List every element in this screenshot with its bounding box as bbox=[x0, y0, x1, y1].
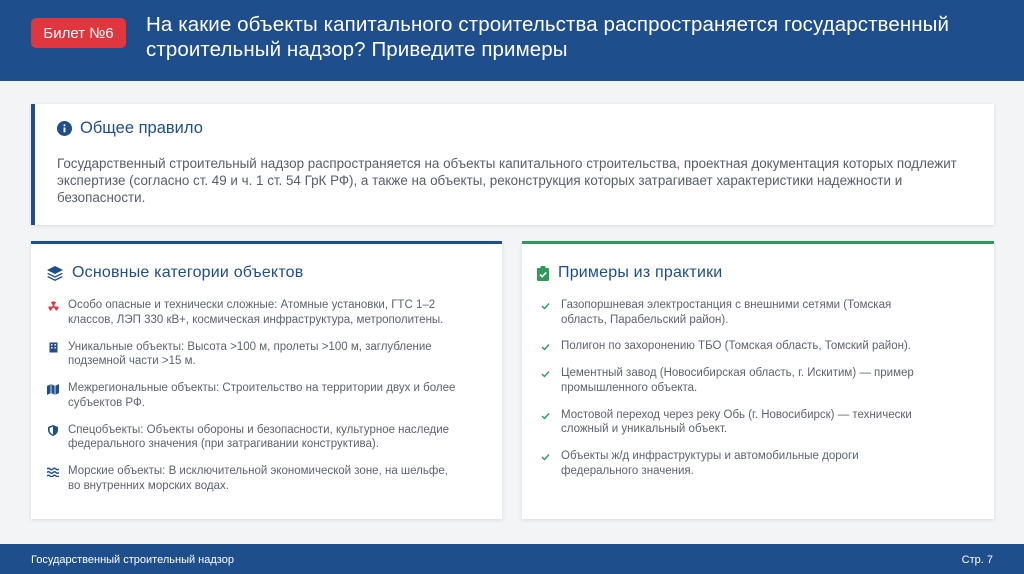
category-text: Уникальные объекты: Высота >100 м, пролеты >100 м, заглубление подземной части >15 м. bbox=[68, 340, 432, 368]
example-text: Полигон по захоронению ТБО (Томская область, Томский район). bbox=[561, 340, 911, 353]
category-text: Морские объекты: В исключительной экономической зоне, на шельфе, во внутренних морских водах. bbox=[68, 465, 448, 492]
list-item bbox=[47, 464, 457, 493]
example-text: Мостовой переход через реку Обь (г. Новосибирск) — технически сложный и уникальный объект. bbox=[561, 408, 912, 436]
header-bar bbox=[0, 0, 1024, 81]
check-icon bbox=[539, 410, 551, 422]
general-rule-card bbox=[31, 104, 994, 225]
clipboard-check-icon bbox=[537, 266, 549, 281]
list-item bbox=[47, 423, 457, 452]
example-text: Объекты ж/д инфраструктуры и автомобильные дороги федерального значения. bbox=[561, 449, 859, 477]
categories-title: Основные категории объектов bbox=[72, 264, 304, 281]
map-icon bbox=[47, 383, 59, 395]
general-rule-title: Общее правило bbox=[80, 119, 203, 137]
check-icon bbox=[539, 341, 551, 353]
footer-title: Государственный строительный надзор bbox=[31, 554, 234, 566]
list-item bbox=[47, 298, 457, 327]
layers-icon bbox=[47, 266, 63, 281]
ticket-badge: Билет №6 bbox=[31, 18, 126, 48]
example-text: Газопоршневая электростанция с внешними сетями (Томская область, Парабельский район). bbox=[561, 299, 892, 326]
categories-list bbox=[47, 298, 457, 506]
categories-card bbox=[31, 241, 502, 519]
examples-list bbox=[539, 298, 919, 490]
water-icon bbox=[47, 466, 59, 478]
list-item bbox=[539, 408, 919, 437]
examples-heading bbox=[537, 264, 722, 282]
general-rule-heading bbox=[57, 119, 203, 138]
examples-title: Примеры из практики bbox=[558, 264, 723, 281]
examples-card bbox=[522, 241, 994, 519]
category-text: Особо опасные и технически сложные: Атомные установки, ГТС 1–2 классов, ЛЭП 330 кВ+, космическая инфраструктура, метрополитены. bbox=[68, 299, 444, 326]
categories-heading bbox=[47, 264, 303, 282]
list-item bbox=[47, 381, 457, 410]
list-item bbox=[47, 340, 457, 369]
building-icon bbox=[47, 342, 59, 354]
list-item bbox=[539, 298, 919, 327]
example-text: Цементный завод (Новосибирская область, г. Искитим) — пример промышленного объекта. bbox=[561, 367, 914, 394]
page-title: На какие объекты капитального строительства распространяется государственный строительный надзор? Приведите примеры bbox=[146, 13, 950, 61]
list-item bbox=[539, 366, 919, 395]
category-text: Межрегиональные объекты: Строительство на территории двух и более субъектов РФ. bbox=[68, 382, 456, 409]
list-item bbox=[539, 339, 919, 354]
check-icon bbox=[539, 368, 551, 380]
page-number: Стр. 7 bbox=[961, 554, 993, 566]
check-icon bbox=[539, 451, 551, 463]
info-circle-icon bbox=[57, 121, 72, 136]
category-text: Спецобъекты: Объекты обороны и безопасности, культурное наследие федерального значения (при затрагивании конструктива). bbox=[68, 423, 450, 451]
footer-bar bbox=[0, 544, 1024, 574]
general-rule-text: Государственный строительный надзор распространяется на объекты капитального строительства, проектная документация которых подлежит экспертизе (согласно ст. 49 и ч. 1 ст. 54 ГрК РФ), а также на объекты, реконструкция которых затрагивает характеристики надежности и безопасности. bbox=[57, 156, 957, 205]
check-icon bbox=[539, 300, 551, 312]
radiation-icon bbox=[47, 300, 59, 312]
list-item bbox=[539, 449, 919, 478]
shield-icon bbox=[47, 425, 59, 437]
